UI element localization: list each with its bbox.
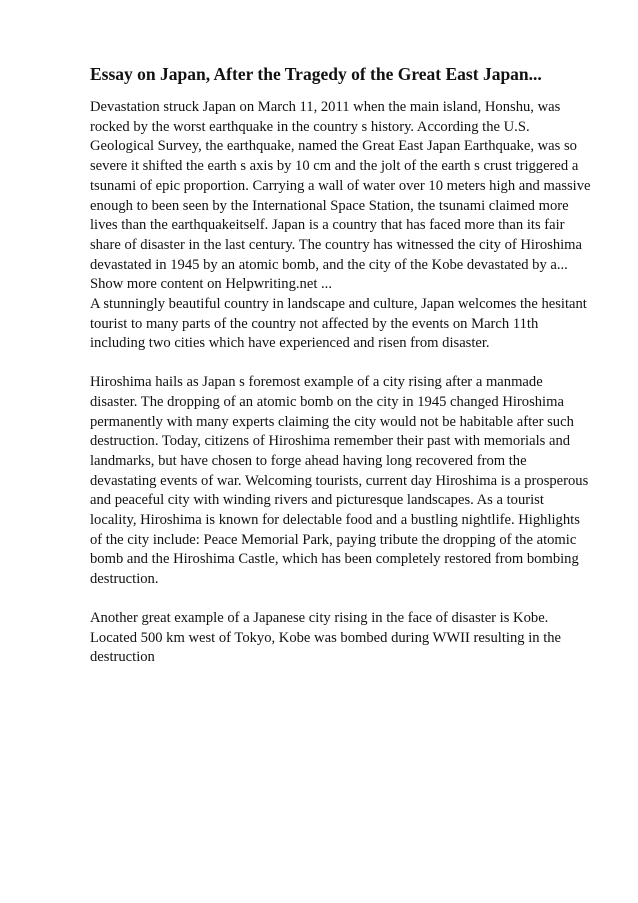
- paragraph-kobe: Another great example of a Japanese city rising in the face of disaster is Kobe. Located 500 km west of Tokyo, Kobe was bombed during WWII resulting in the destruction: [90, 609, 562, 666]
- document-title: Essay on Japan, After the Tragedy of the Great East Japan...: [90, 64, 542, 84]
- paragraph-spacer: [90, 354, 600, 373]
- paragraph-tourism: A stunningly beautiful country in landscape and culture, Japan welcomes the hesitant tourist to many parts of the country not affected by the events on March 11th including two cities which have experienced and risen from disaster.: [90, 296, 587, 352]
- document-page: [90, 62, 600, 668]
- paragraph-hiroshima: Hiroshima hails as Japan s foremost example of a city rising after a manmade disaster. The dropping of an atomic bomb on the city in 1945 changed Hiroshima permanently with many experts claiming the city would not be habitable after such destruction. Today, citizens of Hiroshima remember their past with memorials and landmarks, but have chosen to forge ahead having long recovered from the devastating events of war. Welcoming tourists, current day Hiroshima is a prosperous and peaceful city with winding rivers and picturesque landscapes. As a tourist locality, Hiroshima is known for delectable food and a bustling nightlife. Highlights of the city include: Peace Memorial Park, paying tribute the dropping of the atomic bomb and the Hiroshima Castle, which has been completely restored from bombing destruction.: [90, 374, 589, 588]
- paragraph-spacer: [90, 590, 600, 609]
- paragraph-intro: Devastation struck Japan on March 11, 2011 when the main island, Honshu, was rocked by the worst earthquake in the country s history. According the U.S. Geological Survey, the earthquake, named the Great East Japan Earthquake, was so severe it shifted the earth s axis by 10 cm and the jolt of the earth s crust triggered a tsunami of epic proportion. Carrying a wall of water over 10 meters high and massive enough to been seen by the International Space Station, the tsunami claimed more lives than the earthquakeitself. Japan is a country that has faced more than its fair share of disaster in the last century. The country has witnessed the city of Hiroshima devastated in 1945 by an atomic bomb, and the city of the Kobe devastated by a... Show more content on Helpwriting.net ...: [90, 99, 591, 293]
